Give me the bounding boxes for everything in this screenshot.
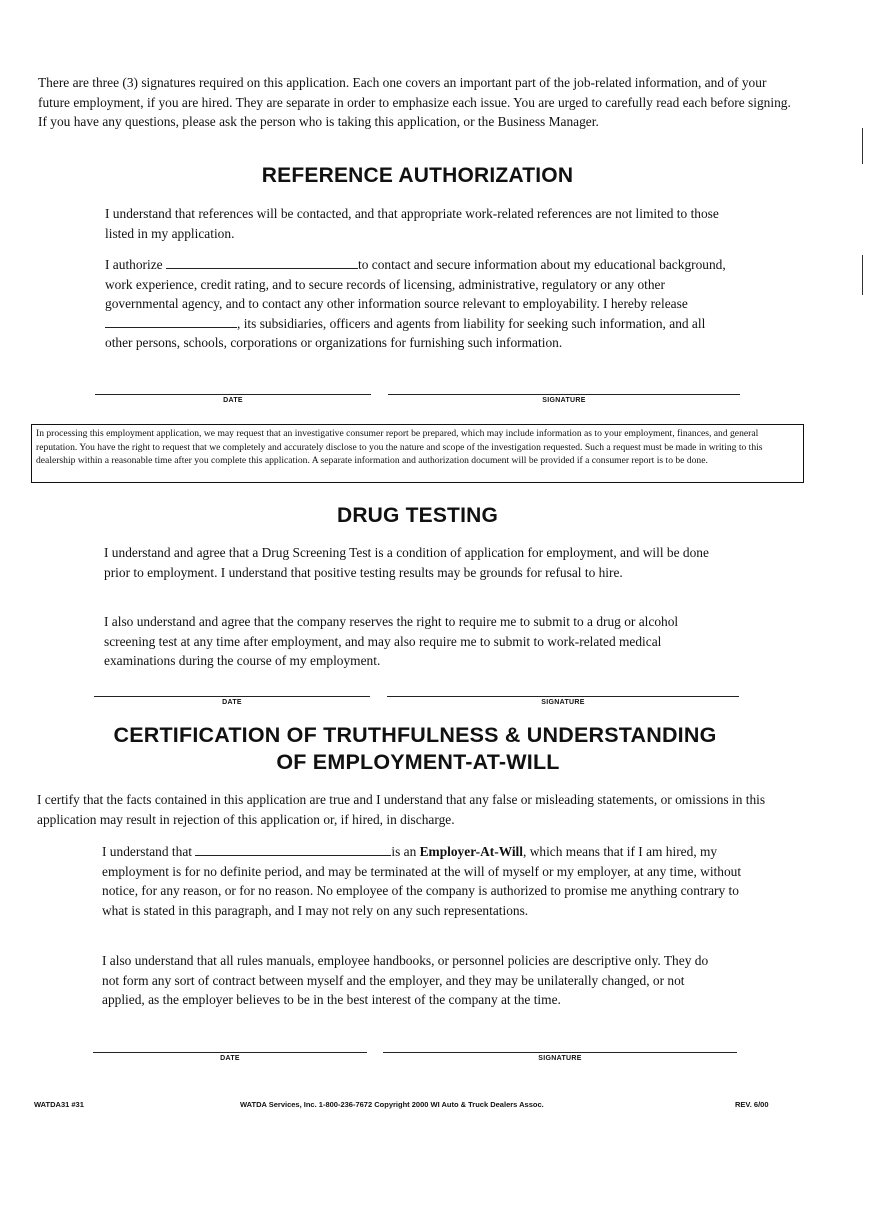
drug-signature-label: SIGNATURE	[541, 699, 585, 706]
employer-is-text: is an	[391, 844, 420, 859]
drug-paragraph-1: I understand and agree that a Drug Screening Test is a condition of application for employment, and will be done prior to employment. I understand that positive testing results may be grounds for refusal to hire.	[104, 545, 709, 580]
reference-signature-line[interactable]	[388, 394, 740, 395]
understand-text: I understand that	[102, 844, 196, 859]
revision-date: REV. 6/00	[735, 1100, 769, 1109]
scan-margin-mark	[862, 128, 863, 164]
reference-authorization-heading: REFERENCE AUTHORIZATION	[261, 164, 574, 187]
drug-signature-line[interactable]	[387, 696, 739, 697]
certification-paragraph-3: I also understand that all rules manuals, employee handbooks, or personnel policies are descriptive only. They do not form any sort of contract between myself and the employer, and they may be unilaterally changed, or not applied, as the employer believes to be in the best interest of the company at the time.	[102, 953, 709, 1007]
employer-at-will-term: Employer-At-Will	[419, 844, 524, 859]
certification-signature-label: SIGNATURE	[538, 1055, 582, 1062]
form-id: WATDA31 #31	[34, 1100, 84, 1109]
employer-name-field[interactable]	[195, 844, 391, 856]
consumer-report-notice: In processing this employment application, we may request that an investigative consumer report be prepared, which may include information as to your employment, finances, and general reputation. You have the right to request that we completely and accurately disclose to you the nature and scope of the investigation requested. Such a request must be made in writing to this dealership within a reasonable time after you complete this application. A separate information and authorization document will be provided if a consumer report is to be done.	[31, 424, 804, 483]
authorize-text-cont: to contact and secure information about my educational background, work experience, credit rating, and to secure records of licensing, administrative, regulatory or any other governmental agency, and to contact any other information source relevant to employability. I hereby release	[105, 257, 726, 311]
certification-signature-line[interactable]	[383, 1052, 737, 1053]
drug-paragraph-2: I also understand and agree that the company reserves the right to require me to submit to a drug or alcohol screening test at any time after employment, and may also require me to submit to work-related medical examinations during the course of my employment.	[104, 614, 679, 668]
reference-date-line[interactable]	[95, 394, 371, 395]
intro-paragraph: There are three (3) signatures required on this application. Each one covers an important part of the job-related information, and of your future employment, if you are hired. They are separate in order to emphasize each issue. You are urged to carefully read each before signing. If you have any questions, please ask the person who is taking this application, or the Business Manager.	[38, 75, 791, 129]
authorize-text: I authorize	[105, 257, 166, 272]
certification-heading-line-1: CERTIFICATION OF TRUTHFULNESS & UNDERSTANDING	[113, 723, 717, 747]
at-will-explanation: , which means that if I am hired, my employment is for no definite period, and may be terminated at the will of myself or my employer, at any time, without notice, for any reason, or for no reason. No employee of the company is authorized to promise me anything contrary to what is stated in this paragraph, and I may not rely on any such representations.	[102, 844, 742, 918]
certification-date-label: DATE	[220, 1055, 240, 1062]
publisher-copyright: WATDA Services, Inc. 1-800-236-7672 Copyright 2000 WI Auto & Truck Dealers Assoc.	[240, 1100, 544, 1109]
scan-margin-mark	[862, 255, 863, 295]
certification-paragraph-2	[102, 842, 742, 920]
reference-paragraph-1: I understand that references will be contacted, and that appropriate work-related references are not limited to those listed in my application.	[105, 206, 719, 241]
released-company-field[interactable]	[105, 316, 237, 328]
authorized-company-field[interactable]	[166, 257, 358, 269]
drug-date-line[interactable]	[94, 696, 370, 697]
reference-date-label: DATE	[223, 397, 243, 404]
certification-paragraph-1: I certify that the facts contained in this application are true and I understand that any false or misleading statements, or omissions in this application may result in rejection of this application or, if hired, in discharge.	[37, 792, 766, 827]
drug-testing-heading: DRUG TESTING	[336, 504, 499, 527]
certification-heading-line-2: OF EMPLOYMENT-AT-WILL	[276, 750, 560, 774]
certification-date-line[interactable]	[93, 1052, 367, 1053]
reference-signature-label: SIGNATURE	[542, 397, 586, 404]
release-text: , its subsidiaries, officers and agents from liability for seeking such information, and all other persons, schools, corporations or organizations for furnishing such information.	[105, 315, 706, 350]
reference-paragraph-2	[105, 255, 735, 353]
drug-date-label: DATE	[222, 699, 242, 706]
